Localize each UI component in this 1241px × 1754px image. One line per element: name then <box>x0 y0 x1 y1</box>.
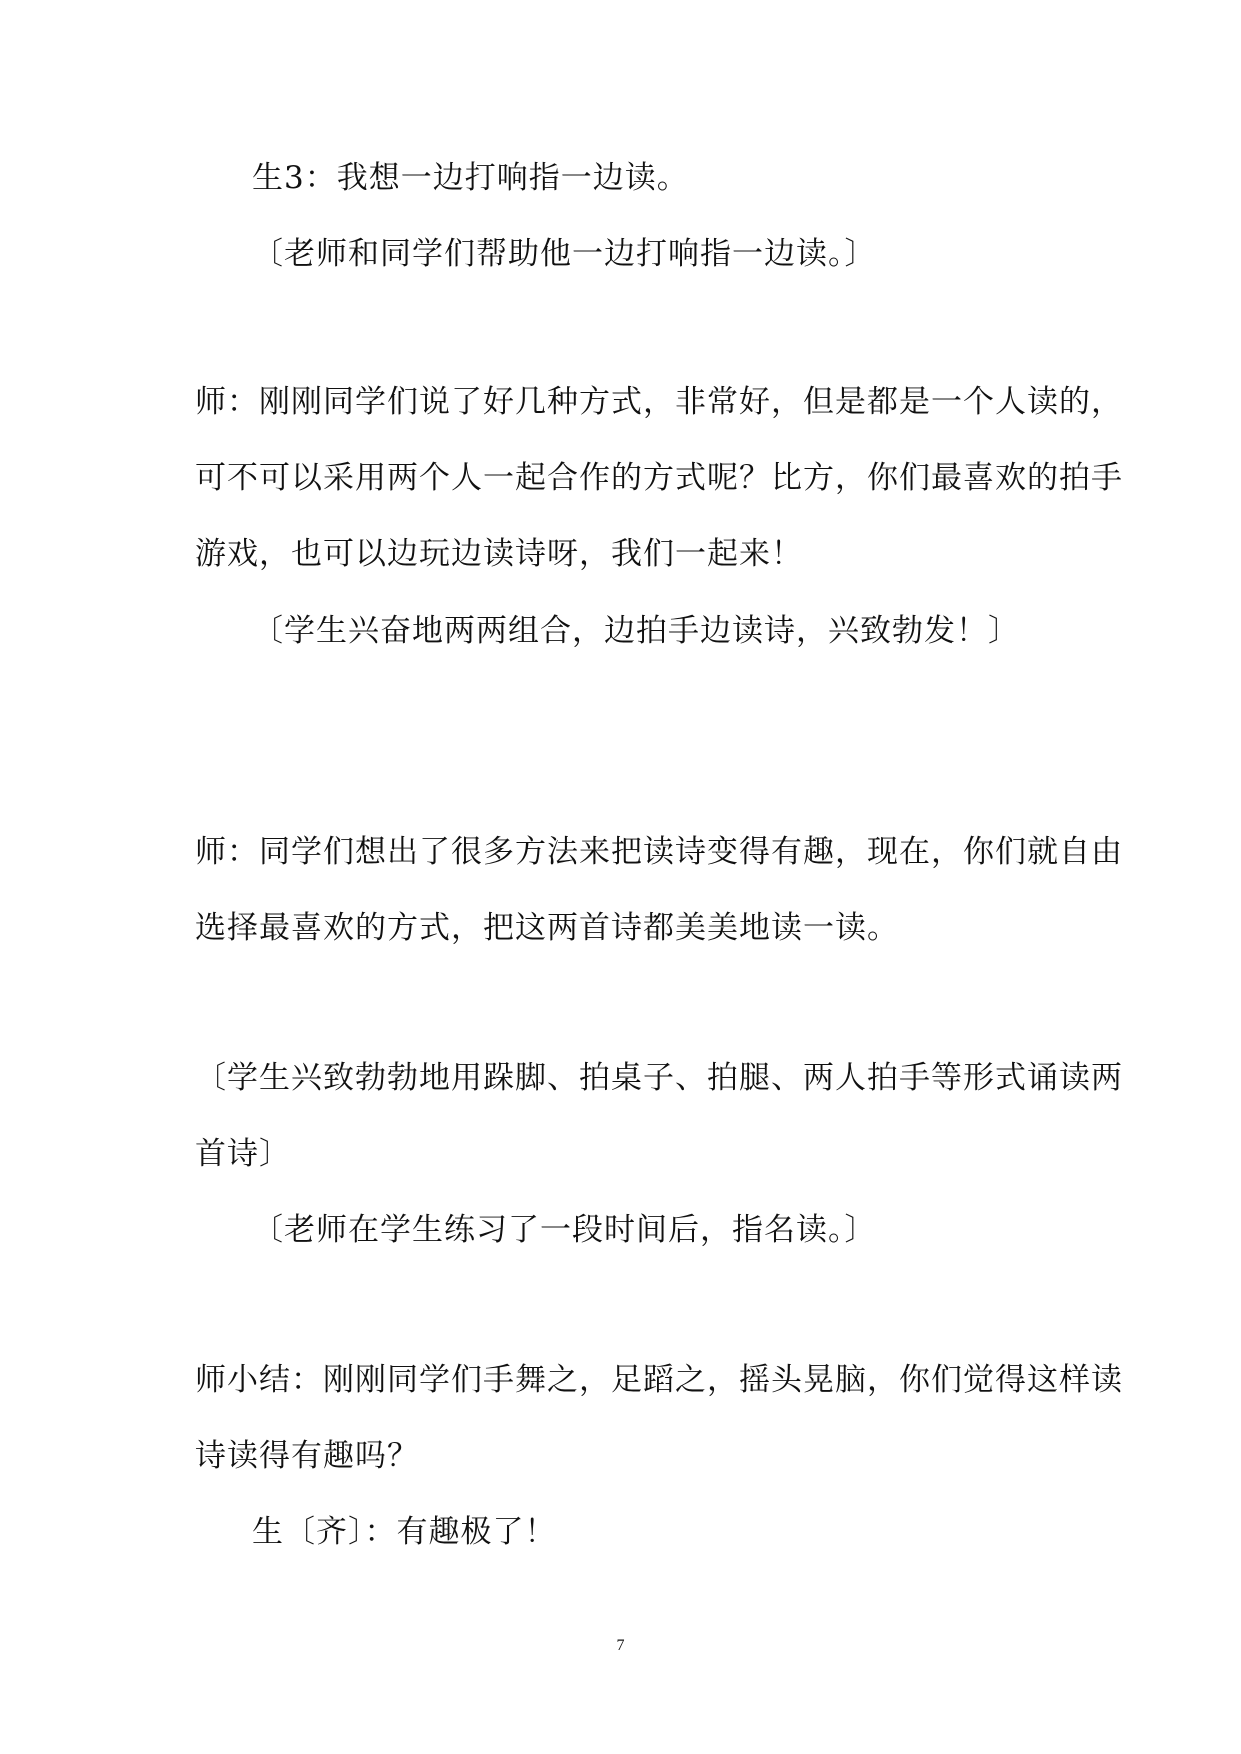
paragraph-line-teacher-1c: 游戏，也可以边玩边读诗呀，我们一起来！ <box>195 536 803 572</box>
paragraph-line-stage-direction-4: 〔老师在学生练习了一段时间后，指名读。〕 <box>252 1212 877 1248</box>
paragraph-line-stage-direction-3b: 首诗〕 <box>195 1136 291 1172</box>
paragraph-line-stage-direction-2: 〔学生兴奋地两两组合，边拍手边读诗，兴致勃发！〕 <box>252 613 1020 649</box>
paragraph-line-teacher-1b: 可不可以采用两个人一起合作的方式呢？比方，你们最喜欢的拍手 <box>195 460 1123 496</box>
paragraph-line-teacher-summary-b: 诗读得有趣吗？ <box>195 1438 419 1474</box>
page-number: 7 <box>616 1637 625 1654</box>
paragraph-line-teacher-2b: 选择最喜欢的方式，把这两首诗都美美地读一读。 <box>195 910 899 946</box>
paragraph-line-teacher-2a: 师：同学们想出了很多方法来把读诗变得有趣，现在，你们就自由 <box>195 834 1123 870</box>
paragraph-line-students-chorus: 生〔齐〕：有趣极了！ <box>252 1514 557 1550</box>
paragraph-line-teacher-summary-a: 师小结：刚刚同学们手舞之，足蹈之，摇头晃脑，你们觉得这样读 <box>195 1362 1123 1398</box>
paragraph-line-stage-direction-1: 〔老师和同学们帮助他一边打响指一边读。〕 <box>252 236 877 272</box>
paragraph-line-stage-direction-3a: 〔学生兴致勃勃地用跺脚、拍桌子、拍腿、两人拍手等形式诵读两 <box>195 1060 1123 1096</box>
paragraph-line-student3: 生3：我想一边打响指一边读。 <box>252 160 689 196</box>
paragraph-line-teacher-1a: 师：刚刚同学们说了好几种方式，非常好，但是都是一个人读的， <box>195 384 1123 420</box>
